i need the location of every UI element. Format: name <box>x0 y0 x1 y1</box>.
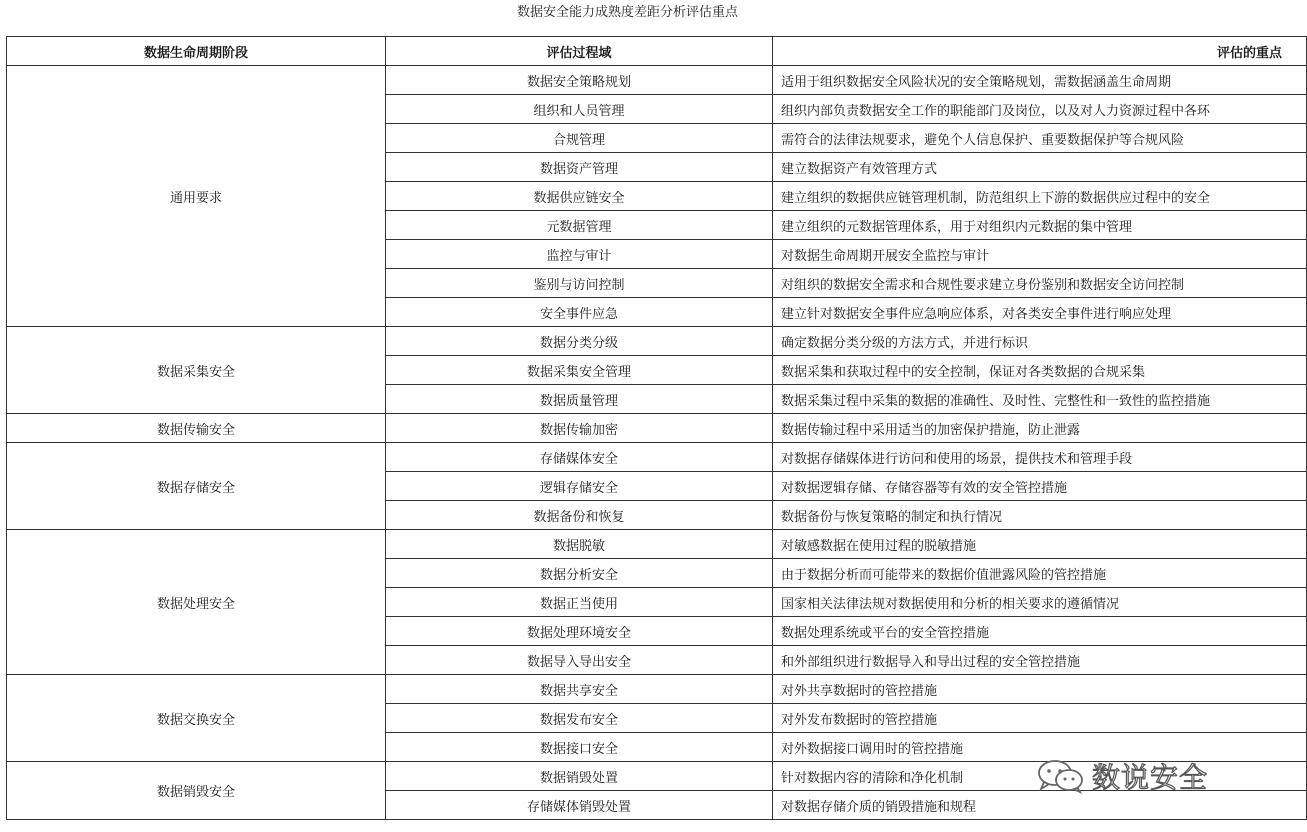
table-row <box>7 443 1307 472</box>
stage-cell: 数据交换安全 <box>7 675 386 762</box>
focus-cell: 国家相关法律法规对数据使用和分析的相关要求的遵循情况 <box>773 588 1307 617</box>
stage-cell: 数据存储安全 <box>7 443 386 530</box>
table-row <box>7 675 1307 704</box>
header-domain: 评估过程域 <box>386 37 773 66</box>
focus-cell: 对数据存储介质的销毁措施和规程 <box>773 791 1307 820</box>
table-row <box>7 66 1307 95</box>
focus-cell: 针对数据内容的清除和净化机制 <box>773 762 1307 791</box>
domain-cell: 数据备份和恢复 <box>386 501 773 530</box>
focus-cell: 数据处理系统或平台的安全管控措施 <box>773 617 1307 646</box>
wechat-icon <box>1036 758 1086 794</box>
domain-cell: 鉴别与访问控制 <box>386 269 773 298</box>
focus-cell: 组织内部负责数据安全工作的职能部门及岗位，以及对人力资源过程中各环 <box>773 95 1307 124</box>
domain-cell: 数据分类分级 <box>386 327 773 356</box>
domain-cell: 数据质量管理 <box>386 385 773 414</box>
table-row <box>7 327 1307 356</box>
header-focus: 评估的重点 <box>773 37 1307 66</box>
stage-cell: 数据销毁安全 <box>7 762 386 820</box>
focus-cell: 对外发布数据时的管控措施 <box>773 704 1307 733</box>
domain-cell: 逻辑存储安全 <box>386 472 773 501</box>
focus-cell: 建立组织的元数据管理体系，用于对组织内元数据的集中管理 <box>773 211 1307 240</box>
focus-cell: 需符合的法律法规要求，避免个人信息保护、重要数据保护等合规风险 <box>773 124 1307 153</box>
domain-cell: 数据分析安全 <box>386 559 773 588</box>
focus-cell: 和外部组织进行数据导入和导出过程的安全管控措施 <box>773 646 1307 675</box>
domain-cell: 数据处理环境安全 <box>386 617 773 646</box>
table-header-row <box>7 37 1307 66</box>
focus-cell: 对数据生命周期开展安全监控与审计 <box>773 240 1307 269</box>
domain-cell: 安全事件应急 <box>386 298 773 327</box>
assessment-table-container <box>6 36 1282 820</box>
domain-cell: 数据导入导出安全 <box>386 646 773 675</box>
domain-cell: 存储媒体销毁处置 <box>386 791 773 820</box>
domain-cell: 数据采集安全管理 <box>386 356 773 385</box>
domain-cell: 存储媒体安全 <box>386 443 773 472</box>
domain-cell: 数据共享安全 <box>386 675 773 704</box>
domain-cell: 元数据管理 <box>386 211 773 240</box>
domain-cell: 数据销毁处置 <box>386 762 773 791</box>
focus-cell: 对数据逻辑存储、存储容器等有效的安全管控措施 <box>773 472 1307 501</box>
domain-cell: 数据资产管理 <box>386 153 773 182</box>
watermark <box>1036 756 1208 796</box>
domain-cell: 数据传输加密 <box>386 414 773 443</box>
stage-cell: 数据处理安全 <box>7 530 386 675</box>
domain-cell: 数据接口安全 <box>386 733 773 762</box>
focus-cell: 数据备份与恢复策略的制定和执行情况 <box>773 501 1307 530</box>
stage-cell: 数据传输安全 <box>7 414 386 443</box>
document-title: 数据安全能力成熟度差距分析评估重点 <box>516 5 738 20</box>
focus-cell: 建立数据资产有效管理方式 <box>773 153 1307 182</box>
focus-cell: 数据传输过程中采用适当的加密保护措施，防止泄露 <box>773 414 1307 443</box>
table-body <box>7 66 1307 820</box>
stage-cell: 通用要求 <box>7 66 386 327</box>
domain-cell: 合规管理 <box>386 124 773 153</box>
focus-cell: 数据采集过程中采集的数据的准确性、及时性、完整性和一致性的监控措施 <box>773 385 1307 414</box>
domain-cell: 数据脱敏 <box>386 530 773 559</box>
stage-cell: 数据采集安全 <box>7 327 386 414</box>
header-stage: 数据生命周期阶段 <box>7 37 386 66</box>
domain-cell: 数据发布安全 <box>386 704 773 733</box>
focus-cell: 适用于组织数据安全风险状况的安全策略规划，需数据涵盖生命周期 <box>773 66 1307 95</box>
domain-cell: 数据安全策略规划 <box>386 66 773 95</box>
domain-cell: 数据供应链安全 <box>386 182 773 211</box>
table-row <box>7 414 1307 443</box>
domain-cell: 监控与审计 <box>386 240 773 269</box>
focus-cell: 对敏感数据在使用过程的脱敏措施 <box>773 530 1307 559</box>
focus-cell: 对外数据接口调用时的管控措施 <box>773 733 1307 762</box>
domain-cell: 组织和人员管理 <box>386 95 773 124</box>
table-row <box>7 530 1307 559</box>
focus-cell: 对数据存储媒体进行访问和使用的场景，提供技术和管理手段 <box>773 443 1307 472</box>
focus-cell: 由于数据分析而可能带来的数据价值泄露风险的管控措施 <box>773 559 1307 588</box>
focus-cell: 对组织的数据安全需求和合规性要求建立身份鉴别和数据安全访问控制 <box>773 269 1307 298</box>
assessment-table <box>6 36 1307 820</box>
focus-cell: 建立组织的数据供应链管理机制，防范组织上下游的数据供应过程中的安全 <box>773 182 1307 211</box>
domain-cell: 数据正当使用 <box>386 588 773 617</box>
focus-cell: 确定数据分类分级的方法方式，并进行标识 <box>773 327 1307 356</box>
focus-cell: 数据采集和获取过程中的安全控制，保证对各类数据的合规采集 <box>773 356 1307 385</box>
watermark-text: 数说安全 <box>1092 761 1209 794</box>
focus-cell: 建立针对数据安全事件应急响应体系，对各类安全事件进行响应处理 <box>773 298 1307 327</box>
focus-cell: 对外共享数据时的管控措施 <box>773 675 1307 704</box>
